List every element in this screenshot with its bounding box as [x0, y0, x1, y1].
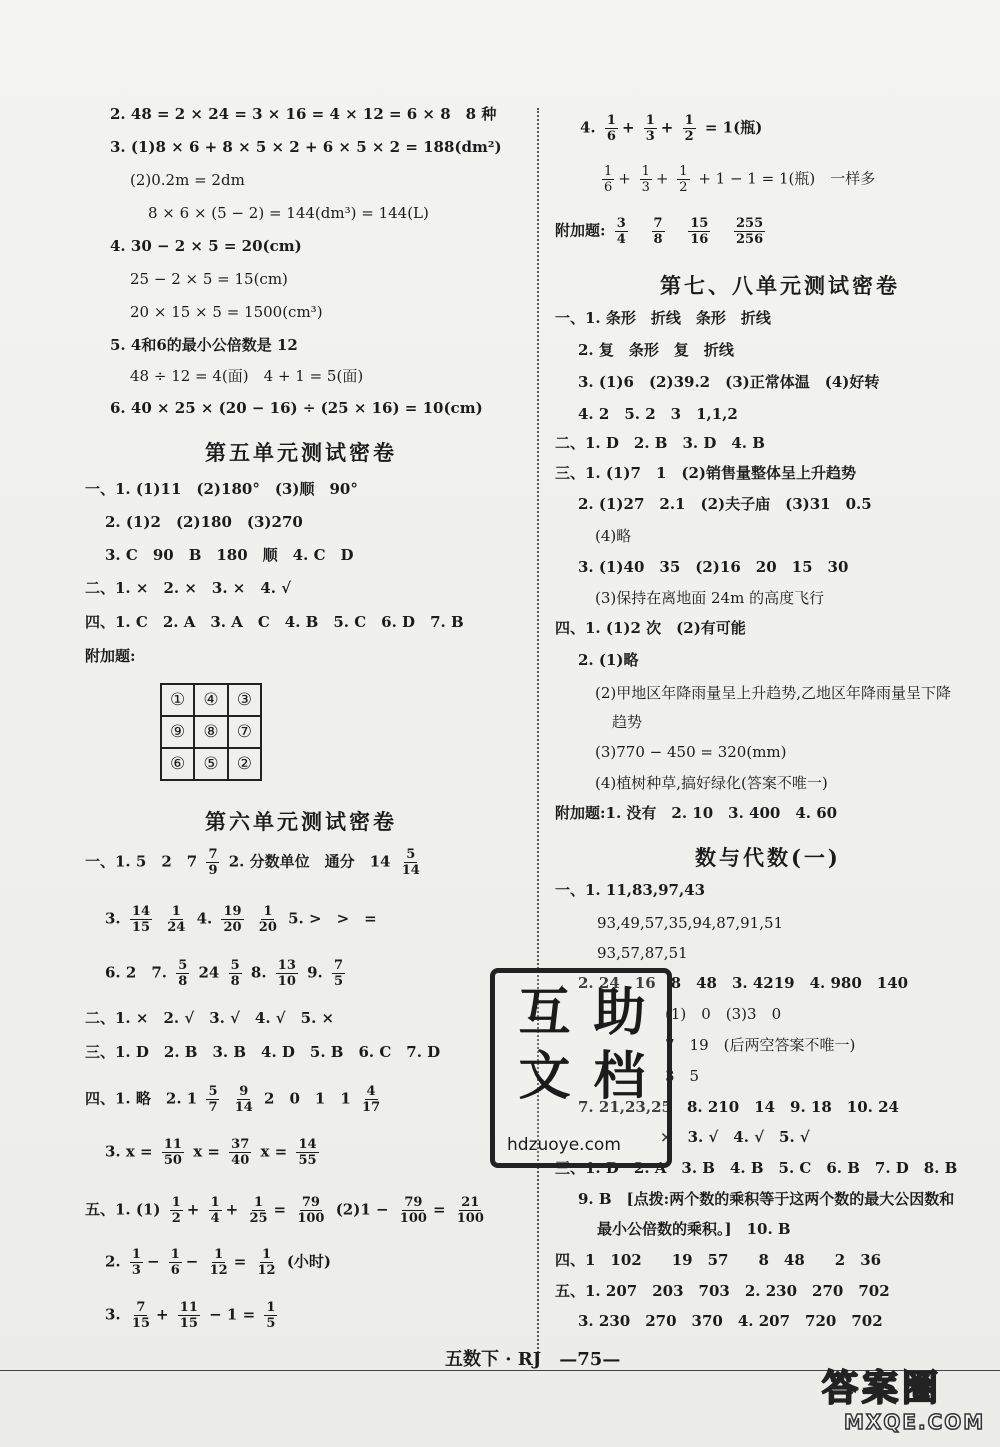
answer-line: 4. $\frac{1}{6}$ + $\frac{1}{3}$ + $\frac{1}{2}$ = 1(瓶)	[580, 113, 763, 144]
answer-line: 3. x = $\frac{11}{50}$ x = $\frac{37}{40}$ x = $\frac{14}{55}$	[105, 1137, 317, 1168]
grid-cell: ④	[194, 684, 227, 716]
grid-cell: ③	[228, 684, 261, 716]
answer-line: 4. 30 − 2 × 5 = 20(cm)	[110, 237, 302, 255]
answer-line: 二、1. × 2. √ 3. √ 4. √ 5. ×	[85, 1009, 335, 1027]
answer-line: 9. B [点拨:两个数的乘积等于这两个数的最大公因数和	[578, 1190, 955, 1208]
answer-line: 二、1. × 2. × 3. × 4. √	[85, 579, 292, 597]
answer-line: 四、1. 略 2. 1 $\frac{5}{7}$ $\frac{9}{14}$ 2 0 1 1 $\frac{4}{17}$	[85, 1084, 381, 1115]
section-title: 第七、八单元测试密卷	[660, 273, 900, 298]
answer-line: 2. 复 条形 复 折线	[578, 341, 734, 359]
page-footer: 五数下 · RJ —75—	[445, 1349, 621, 1370]
answer-line: 25 − 2 × 5 = 15(cm)	[130, 270, 288, 288]
answer-line: 3 5	[665, 1067, 700, 1085]
answer-line: 2. (1)略	[578, 651, 639, 669]
answer-line: 20 × 15 × 5 = 1500(cm³)	[130, 303, 323, 321]
answer-line: 一、1. 5 2 7 $\frac{7}{9}$ 2. 分数单位 通分 14 $\frac{5}{14}$	[85, 847, 420, 878]
answer-line: 3. 230 270 370 4. 207 720 702	[578, 1312, 883, 1330]
answer-line: (2)0.2m = 2dm	[130, 171, 245, 189]
grid-cell: ⑦	[228, 716, 261, 748]
answer-line: (3)770 − 450 = 320(mm)	[595, 743, 787, 761]
section-title: 第六单元测试密卷	[205, 809, 397, 834]
answer-line: 四、1. C 2. A 3. A C 4. B 5. C 6. D 7. B	[85, 613, 464, 631]
grid-cell: ⑧	[194, 716, 227, 748]
answer-line: (3)保持在离地面 24m 的高度飞行	[595, 589, 825, 607]
answer-line: (2)甲地区年降雨量呈上升趋势,乙地区年降雨量呈下降	[595, 684, 952, 702]
answer-line: 五、1. (1) $\frac{1}{2}$ + $\frac{1}{4}$ + $\frac{1}{25}$ = $\frac{79}{100}$ (2)1 − $\frac{79}{100}$ = $\frac{21}{100}$	[85, 1195, 484, 1226]
answer-line: 二、1. D 2. B 3. D 4. B	[555, 434, 765, 452]
answer-line: 93,49,57,35,94,87,91,51	[597, 914, 784, 932]
answer-line: 3. $\frac{7}{15}$ + $\frac{11}{15}$ − 1 = $\frac{1}{5}$	[105, 1300, 276, 1331]
answer-line: 三、1. D 2. B 3. B 4. D 5. B 6. C 7. D	[85, 1043, 441, 1061]
answer-line: 93,57,87,51	[597, 944, 688, 962]
answer-line: 一、1. 条形 折线 条形 折线	[555, 309, 771, 327]
answer-line: 附加题:1. 没有 2. 10 3. 400 4. 60	[555, 804, 838, 822]
answer-line: $\frac{1}{6}$ + $\frac{1}{3}$ + $\frac{1}{2}$ + 1 − 1 = 1(瓶) 一样多	[604, 164, 876, 195]
answer-line: 三、1. (1)7 1 (2)销售量整体呈上升趋势	[555, 464, 857, 482]
answer-line: 一、1. 11,83,97,43	[555, 881, 706, 899]
fraction: $\frac{7}{9}$	[208, 847, 218, 878]
answer-line: 五、1. 207 203 703 2. 230 270 702	[555, 1282, 890, 1300]
answer-line: 6. 2 7. $\frac{5}{8}$ 24 $\frac{5}{8}$ 8. $\frac{13}{10}$ 9. $\frac{7}{5}$	[105, 958, 344, 989]
answer-line: × 3. √ 4. √ 5. √	[660, 1128, 810, 1146]
answer-grid	[160, 683, 262, 781]
answer-line: 3. (1)6 (2)39.2 (3)正常体温 (4)好转	[578, 373, 880, 391]
answer-line: (1) 0 (3)3 0	[665, 1005, 782, 1023]
answer-line: 7 19 (后两空答案不唯一)	[665, 1036, 856, 1054]
answer-line: 四、1 102 19 57 8 48 2 36	[555, 1251, 882, 1269]
answer-line: 趋势	[612, 713, 643, 731]
answer-line: 7. 21,23,25 8. 210 14 9. 18 10. 24	[578, 1098, 899, 1116]
answer-line: 48 ÷ 12 = 4(面) 4 + 1 = 5(面)	[130, 367, 364, 385]
grid-cell: ①	[161, 684, 194, 716]
answer-line: 8 × 6 × (5 − 2) = 144(dm³) = 144(L)	[148, 204, 429, 222]
answer-line: 最小公倍数的乘积。] 10. B	[597, 1220, 791, 1238]
answer-line: 3. $\frac{14}{15}$ $\frac{1}{24}$ 4. $\frac{19}{20}$ $\frac{1}{20}$ 5. > > =	[105, 904, 377, 935]
answer-line: 4. 2 5. 2 3 1,1,2	[578, 405, 738, 423]
fraction: $\frac{5}{14}$	[401, 847, 420, 878]
site-logo: 答案圈 MXQE.COM	[822, 1368, 986, 1434]
answer-line: (4)植树种草,搞好绿化(答案不唯一)	[595, 774, 828, 792]
answer-line: 2. (1)27 2.1 (2)夫子庙 (3)31 0.5	[578, 495, 872, 513]
answer-line: 四、1. (1)2 次 (2)有可能	[555, 619, 746, 637]
answer-line: (4)略	[595, 527, 632, 545]
section-title: 数与代数(一)	[695, 845, 841, 870]
answer-line: 3. (1)40 35 (2)16 20 15 30	[578, 558, 849, 576]
watermark-stamp: 互 助 文 档 hdzuoye.com	[490, 968, 672, 1168]
answer-line: 2. 24 16 8 48 3. 4219 4. 980 140	[578, 974, 909, 992]
grid-cell: ⑨	[161, 716, 194, 748]
answer-line: 5. 4和6的最小公倍数是 12	[110, 336, 298, 354]
answer-line: 2. $\frac{1}{3}$ − $\frac{1}{6}$ − $\frac{1}{12}$ = $\frac{1}{12}$ (小时)	[105, 1247, 332, 1278]
answer-line: 6. 40 × 25 × (20 − 16) ÷ (25 × 16) = 10(cm)	[110, 399, 483, 417]
answer-line: 3. (1)8 × 6 + 8 × 5 × 2 + 6 × 5 × 2 = 188(dm²)	[110, 138, 502, 156]
answer-line: 附加题:	[85, 647, 136, 665]
answer-line: 一、1. (1)11 (2)180° (3)顺 90°	[85, 480, 358, 498]
grid-cell: ②	[228, 748, 261, 780]
grid-cell: ⑥	[161, 748, 194, 780]
answer-line: 3. C 90 B 180 顺 4. C D	[105, 546, 354, 564]
answer-line: 附加题: $\frac{3}{4}$ $\frac{7}{8}$ $\frac{15}{16}$ $\frac{255}{256}$	[555, 216, 764, 247]
section-title: 第五单元测试密卷	[205, 440, 397, 465]
answer-line: 三、1. D 2. A 3. B 4. B 5. C 6. B 7. D 8. B	[555, 1159, 958, 1177]
grid-cell: ⑤	[194, 748, 227, 780]
answer-line: 2. 48 = 2 × 24 = 3 × 16 = 4 × 12 = 6 × 8 8 种	[110, 105, 497, 123]
answer-line: 2. (1)2 (2)180 (3)270	[105, 513, 303, 531]
